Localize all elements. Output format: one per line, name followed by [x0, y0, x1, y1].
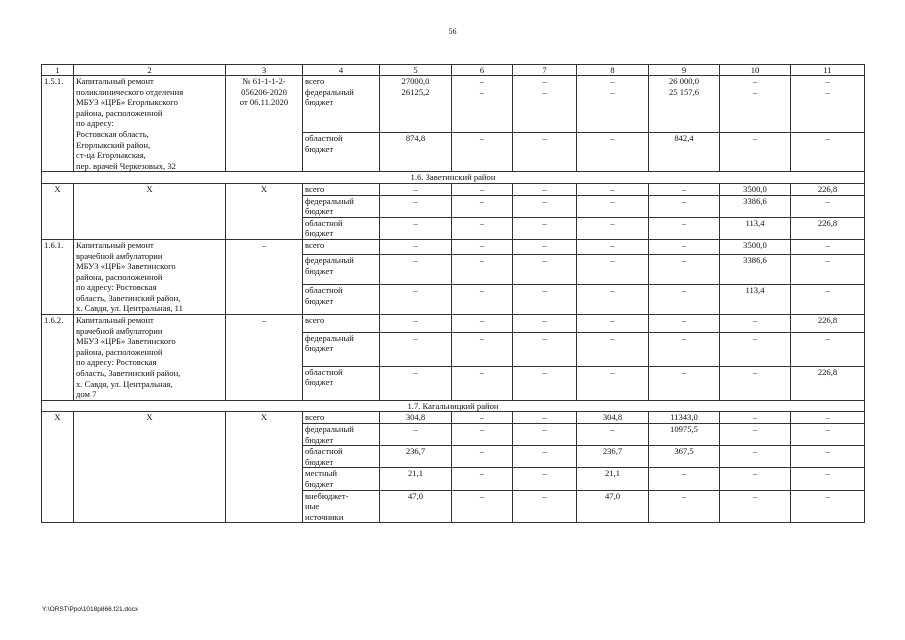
value-cell: – [791, 412, 865, 424]
value-cell: 21,1 [380, 468, 452, 490]
column-header: 3 [226, 65, 303, 76]
value-cell: – [649, 315, 720, 333]
value-cell: – [577, 315, 649, 333]
value-cell: 47,0 [380, 490, 452, 523]
value-cell: – [720, 133, 791, 172]
value-cell: – – [513, 76, 577, 133]
object-name: Х [74, 183, 226, 239]
column-header: 4 [303, 65, 380, 76]
value-cell: – [513, 217, 577, 239]
value-cell: – [649, 468, 720, 490]
value-cell: – [649, 183, 720, 195]
value-cell: – [380, 285, 452, 315]
value-cell: – [452, 285, 513, 315]
value-cell: – – [577, 76, 649, 133]
value-cell: – [649, 255, 720, 285]
file-path-footer: Y:\ORST\Ppo\1018p866.f21.docx [42, 606, 139, 613]
value-cell: – [380, 366, 452, 400]
value-cell: 10975,5 [649, 424, 720, 446]
funding-source: областной бюджет [303, 366, 380, 400]
value-cell: – [452, 195, 513, 217]
item-number: 1.6.1. [42, 239, 74, 314]
value-cell: – – [452, 76, 513, 133]
value-cell: – [513, 332, 577, 366]
value-cell: – [577, 195, 649, 217]
value-cell: – [720, 315, 791, 333]
value-cell: – [791, 239, 865, 255]
table-row [42, 239, 865, 255]
value-cell: 11343,0 [649, 412, 720, 424]
page-number: 56 [448, 27, 457, 36]
value-cell: – [649, 195, 720, 217]
table-row [42, 315, 865, 333]
column-header: 2 [74, 65, 226, 76]
value-cell: – – [791, 76, 865, 133]
funding-source: федеральный бюджет [303, 332, 380, 366]
value-cell: – [791, 285, 865, 315]
value-cell: 113,4 [720, 285, 791, 315]
value-cell: – [577, 217, 649, 239]
column-header: 10 [720, 65, 791, 76]
value-cell: – [649, 285, 720, 315]
column-header: 6 [452, 65, 513, 76]
value-cell: – [791, 490, 865, 523]
column-header: 1 [42, 65, 74, 76]
value-cell: – [452, 315, 513, 333]
value-cell: – [791, 332, 865, 366]
funding-source: областной бюджет [303, 285, 380, 315]
value-cell: – [513, 315, 577, 333]
value-cell: 236,7 [380, 446, 452, 468]
header-row [42, 65, 865, 76]
funding-source: внебюджет- ные источники [303, 490, 380, 523]
funding-source: областной бюджет [303, 217, 380, 239]
value-cell: 226,8 [791, 183, 865, 195]
value-cell: – [577, 366, 649, 400]
value-cell: – [452, 468, 513, 490]
object-name: Капитальный ремонт поликлинического отделения МБУЗ «ЦРБ» Егорлыкского района, расположенной по адресу: Ростовская область, Егорлыкский район, ст-ца Егорлыкская, пер. врачей Черкезовых, 32 [74, 76, 226, 172]
funding-source: местный бюджет [303, 468, 380, 490]
document-reference: Х [226, 412, 303, 523]
value-cell: – [452, 446, 513, 468]
value-cell: – – [720, 76, 791, 133]
value-cell: 113,4 [720, 217, 791, 239]
value-cell: – [380, 332, 452, 366]
value-cell: – [513, 412, 577, 424]
column-header: 5 [380, 65, 452, 76]
value-cell: – [513, 490, 577, 523]
value-cell: – [452, 239, 513, 255]
value-cell: – [452, 133, 513, 172]
value-cell: – [577, 239, 649, 255]
column-header: 8 [577, 65, 649, 76]
value-cell: – [380, 315, 452, 333]
value-cell: 3500,0 [720, 239, 791, 255]
table-row [42, 76, 865, 133]
section-title: 1.7. Кагальницкий район [42, 400, 865, 412]
column-header: 9 [649, 65, 720, 76]
value-cell: – [380, 239, 452, 255]
value-cell: – [513, 285, 577, 315]
funding-source: федеральный бюджет [303, 255, 380, 285]
value-cell: – [720, 424, 791, 446]
document-reference: – [226, 315, 303, 401]
item-number: Х [42, 412, 74, 523]
value-cell: – [720, 490, 791, 523]
value-cell: – [649, 366, 720, 400]
object-name: Капитальный ремонт врачебной амбулатории МБУЗ «ЦРБ» Заветинского района, расположенной по адресу: Ростовская область, Заветинский район, х. Савдя, ул. Центральная, дом 7 [74, 315, 226, 401]
section-title: 1.6. Заветинский район [42, 172, 865, 184]
funding-source: областной бюджет [303, 446, 380, 468]
funding-source: всего [303, 183, 380, 195]
value-cell: 226,8 [791, 315, 865, 333]
object-name: Капитальный ремонт врачебной амбулатории МБУЗ «ЦРБ» Заветинского района, расположенной по адресу: Ростовская область, Заветинский район, х. Савдя, ул. Центральная, 11 [74, 239, 226, 314]
document-reference: – [226, 239, 303, 314]
value-cell: – [380, 217, 452, 239]
value-cell: – [720, 446, 791, 468]
value-cell: – [791, 195, 865, 217]
value-cell: – [649, 217, 720, 239]
table-row [42, 412, 865, 424]
value-cell: – [452, 332, 513, 366]
value-cell: – [577, 255, 649, 285]
document-reference: № 61-1-1-2- 056206-2020 от 06.11.2020 [226, 76, 303, 172]
value-cell: – [577, 332, 649, 366]
item-number: 1.6.2. [42, 315, 74, 401]
value-cell: – [791, 446, 865, 468]
table-row [42, 183, 865, 195]
value-cell: – [649, 332, 720, 366]
value-cell: – [513, 366, 577, 400]
value-cell: – [380, 183, 452, 195]
value-cell: – [513, 183, 577, 195]
value-cell: – [452, 217, 513, 239]
value-cell: 27000,0 26125,2 [380, 76, 452, 133]
value-cell: 367,5 [649, 446, 720, 468]
value-cell: – [577, 424, 649, 446]
section-title-row [42, 400, 865, 412]
value-cell: – [577, 285, 649, 315]
value-cell: – [720, 366, 791, 400]
value-cell: 47,0 [577, 490, 649, 523]
value-cell: – [720, 468, 791, 490]
document-reference: Х [226, 183, 303, 239]
value-cell: – [720, 332, 791, 366]
value-cell: – [513, 255, 577, 285]
value-cell: 304,8 [577, 412, 649, 424]
value-cell: – [513, 468, 577, 490]
value-cell: – [452, 412, 513, 424]
value-cell: – [577, 133, 649, 172]
value-cell: 236,7 [577, 446, 649, 468]
item-number: Х [42, 183, 74, 239]
value-cell: 874,8 [380, 133, 452, 172]
value-cell: – [452, 366, 513, 400]
value-cell: – [649, 239, 720, 255]
section-title-row [42, 172, 865, 184]
column-header: 7 [513, 65, 577, 76]
value-cell: 226,8 [791, 366, 865, 400]
value-cell: 3386,6 [720, 255, 791, 285]
value-cell: – [513, 424, 577, 446]
value-cell: – [791, 424, 865, 446]
value-cell: – [791, 468, 865, 490]
funding-source: областной бюджет [303, 133, 380, 172]
value-cell: – [452, 255, 513, 285]
value-cell: – [452, 490, 513, 523]
value-cell: – [649, 490, 720, 523]
value-cell: – [380, 195, 452, 217]
value-cell: 21,1 [577, 468, 649, 490]
object-name: Х [74, 412, 226, 523]
value-cell: – [513, 195, 577, 217]
funding-source: всего [303, 412, 380, 424]
value-cell: – [577, 183, 649, 195]
value-cell: – [380, 255, 452, 285]
funding-source: всего [303, 239, 380, 255]
value-cell: – [380, 424, 452, 446]
column-header: 11 [791, 65, 865, 76]
value-cell: 26 000,0 25 157,6 [649, 76, 720, 133]
value-cell: – [452, 183, 513, 195]
funding-source: всего [303, 315, 380, 333]
value-cell: – [791, 255, 865, 285]
value-cell: – [513, 133, 577, 172]
value-cell: – [452, 424, 513, 446]
funding-source: всего федеральный бюджет [303, 76, 380, 133]
value-cell: 304,8 [380, 412, 452, 424]
value-cell: 226,8 [791, 217, 865, 239]
value-cell: 3386,6 [720, 195, 791, 217]
value-cell: – [513, 239, 577, 255]
value-cell: – [720, 412, 791, 424]
value-cell: – [791, 133, 865, 172]
value-cell: – [513, 446, 577, 468]
value-cell: 3500,0 [720, 183, 791, 195]
value-cell: 842,4 [649, 133, 720, 172]
item-number: 1.5.1. [42, 76, 74, 172]
funding-source: федеральный бюджет [303, 195, 380, 217]
funding-source: федеральный бюджет [303, 424, 380, 446]
budget-table [41, 64, 865, 523]
